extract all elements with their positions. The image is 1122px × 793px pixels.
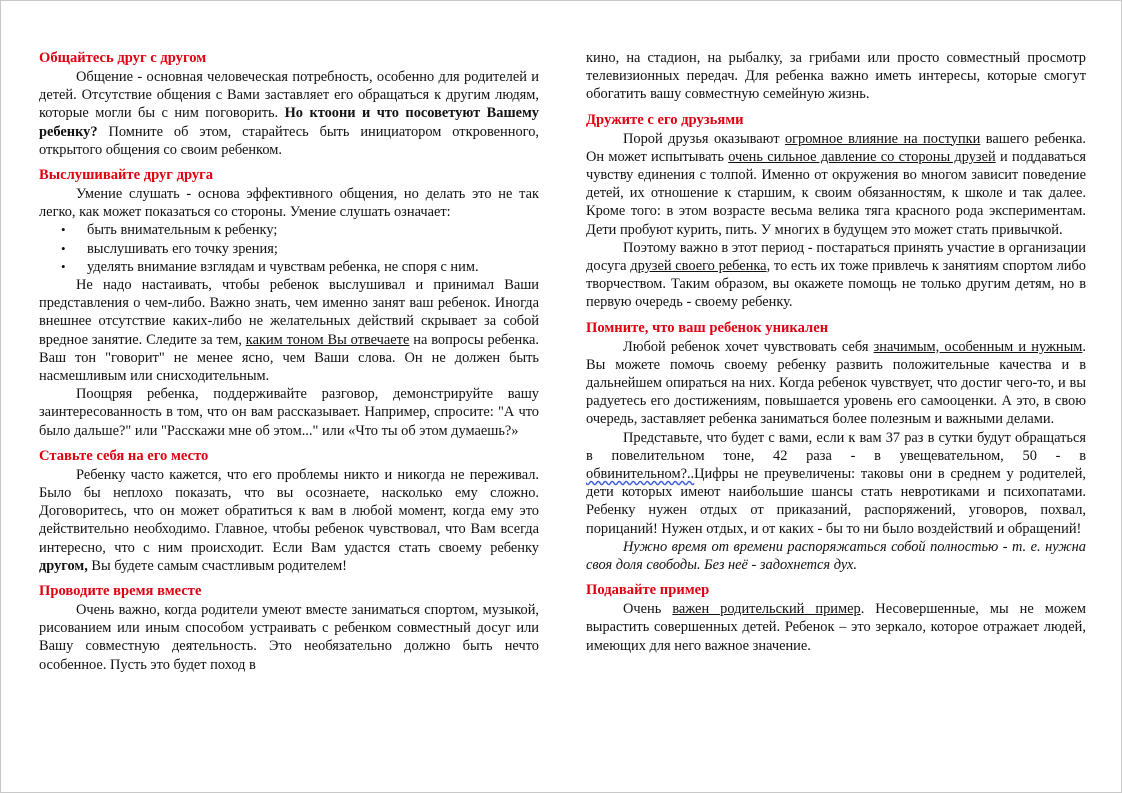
section-title-example: Подавайте пример [586, 582, 710, 599]
list-item: • уделять внимание взглядам и чувствам ребенка, не споря с ним. [87, 258, 539, 276]
bullet-list [39, 221, 539, 276]
paragraph: Очень важно, когда родители умеют вместе заниматься спортом, музыкой, рисованием или иным способом устраивать с ребенком совместный досуг или Вашу совместную деятельность. Это необязательно должно быть нечто особенное. Пусть это будет поход в [39, 602, 539, 673]
section-title-communicate: Общайтесь друг с другом [39, 50, 207, 66]
paragraph: Любой ребенок хочет чувствовать себя значимым, особенным и нужным. Вы можете помочь своему ребенку развить положительные качества и в дальнейшем опираться на них. Когда ребенок чувствует, что достиг чего-то, и вы радуетесь его достижениям, повышается уровень его самооценки. А это, в свою очередь, заставляет ребенка заниматься более полезным и важными делами. [586, 338, 1086, 428]
paragraph: Порой друзья оказывают огромное влияние на поступки вашего ребенка. Он может испытывать очень сильное давление со стороны друзей и поддаваться чувству единения с толпой. Именно от окружения во многом зависит поведение детей, их отношение к старшим, к своим обязанностям, к школе и так далее. Кроме того: в этом возрасте весьма велика тяга красного рода экспериментам. Дети пробуют курить, пить. У многих в будущем это может стать привычкой. [586, 130, 1086, 238]
section-title-empathy: Ставьте себя на его место [39, 447, 209, 464]
section-title-friends: Дружите с его друзьями [586, 111, 744, 128]
section-title-listen: Выслушивайте друг друга [39, 167, 214, 184]
paragraph: Очень важен родительский пример. Несовершенные, мы не можем вырастить совершенных детей. Ребенок – это зеркало, которое отражает людей, имеющих для него важное значение. [586, 601, 1086, 654]
quote-paragraph: Нужно время от времени распоряжаться собой полностью - т. е. нужна своя доля свободы. Без неё - задохнется дух. [586, 538, 1086, 574]
paragraph-continuation: кино, на стадион, на рыбалку, за грибами или просто совместный просмотр телевизионных передач. Для ребенка важно иметь интересы, которые смогут обогатить вашу совместную семейную жизнь. [586, 50, 1086, 103]
paragraph: Поощряя ребенка, поддерживайте разговор, демонстрируйте вашу заинтересованность в том, что он вам рассказывает. Например, спросите: "А что было дальше?" или "Расскажи мне об этом..." или «Что ты об этом думаешь?» [39, 386, 539, 439]
section-title-time-together: Проводите время вместе [39, 583, 202, 600]
right-column [586, 49, 1086, 655]
paragraph: Поэтому важно в этот период - постараться принять участие в организации досуга друзей своего ребенка, то есть их тоже привлечь к занятиям спортом либо творчеством. Таким образом, вы окажете помощь не только другим детям, но в первую очередь - своему ребенку. [586, 239, 1086, 311]
paragraph: Не надо настаивать, чтобы ребенок выслушивал и принимал Ваши представления о чем-либо. Важно знать, чем именно занят ваш ребенок. Иногда внешнее отсутствие каких-либо не желательных действий скрывает за собой вредное занятие. Следите за тем, каким тоном Вы отвечаете на вопросы ребенка. Ваш тон "говорит" не менее ясно, чем Ваши слова. Он не должен быть насмешливым или снисходительным. [39, 277, 540, 385]
paragraph: Ребенку часто кажется, что его проблемы никто и никогда не переживал. Было бы неплохо показать, что вы осознаете, насколько ему сложно. Договоритесь, что он может обратиться к вам в любой момент, когда ему это действительно необходимо. Главное, чтобы ребенок чувствовал, что Вам всегда интересно, что с ним происходит. Если Вам удастся стать своему ребенку другом, Вы будете самым счастливым родителем! [39, 466, 539, 574]
section-title-unique: Помните, что ваш ребенок уникален [586, 319, 829, 336]
paragraph: Представьте, что будет с вами, если к вам 37 раз в сутки будут обращаться в повелительном тоне, 42 раза - в увещевательном, 50 - в обвинительном?..Цифры не преувеличены: таковы они в среднем у родителей, дети которых имеют наибольшие шансы стать невротиками и психопатами. Ребенку нужен отдых от приказаний, распоряжений, уговоров, похвал, порицаний! Нужен отдых, и от каких - бы то ни было воздействий и обращений! [586, 429, 1086, 537]
paragraph: Умение слушать - основа эффективного общения, но делать это не так легко, как может показаться со стороны. Умение слушать означает: [39, 186, 539, 221]
paragraph: Общение - основная человеческая потребность, особенно для родителей и детей. Отсутствие общения с Вами заставляет его обращаться к другим людям, которые могли бы с ним поговорить. Но ктоони и что посоветуют Вашему ребенку? Помните об этом, старайтесь быть инициатором откровенного, открытого общения со своим ребенком. [39, 69, 539, 158]
list-item: • быть внимательным к ребенку; [87, 221, 539, 239]
list-item: • выслушивать его точку зрения; [87, 240, 539, 258]
left-column [39, 49, 539, 674]
